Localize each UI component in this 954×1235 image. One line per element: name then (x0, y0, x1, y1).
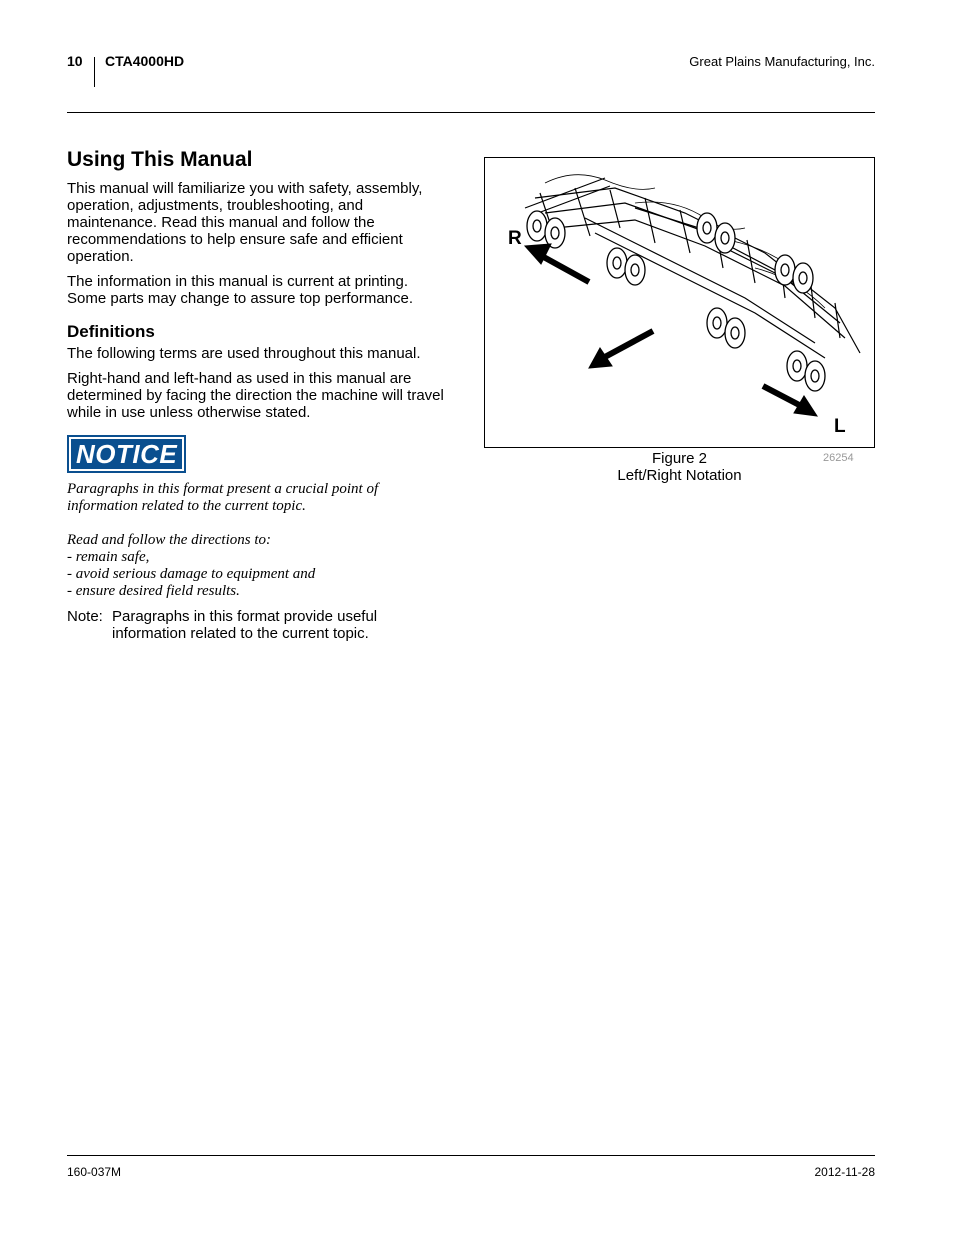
header-divider (94, 57, 95, 87)
intro-paragraph: This manual will familiarize you with safety, assembly, operation, adjustments, troubleshooting, and maintenance. Read this manual and follow the recommendations to help ensure safe and efficient operation. (67, 180, 423, 265)
figure-number: Figure 2 (651, 450, 708, 467)
currency-paragraph: The information in this manual is current at printing. Some parts may change to assure top performance. (67, 273, 414, 307)
note-text: Paragraphs in this format provide useful information related to the current topic. (112, 608, 378, 642)
notice-line: - remain safe, (67, 549, 150, 565)
notice-label: NOTICE (71, 439, 182, 469)
footer-rule (67, 1155, 875, 1156)
document-number: 160-037M (67, 1165, 122, 1179)
header-rule (67, 112, 875, 113)
notice-badge (67, 435, 186, 473)
figure-caption: Left/Right Notation (617, 467, 742, 484)
notice-line: - avoid serious damage to equipment and (67, 566, 316, 582)
main-column (67, 146, 447, 642)
page-number: 10 (67, 53, 83, 69)
notice-line: information related to the current topic. (67, 498, 306, 514)
company-name: Great Plains Manufacturing, Inc. (689, 54, 875, 69)
note-paragraph (67, 608, 447, 642)
machine-illustration (485, 158, 874, 447)
section-title: Using This Manual (67, 148, 253, 171)
notice-directions (67, 532, 447, 600)
figure-frame (484, 157, 875, 448)
note-label: Note: (67, 608, 103, 625)
notice-line: Paragraphs in this format present a crucial point of (67, 481, 379, 497)
notice-line: - ensure desired field results. (67, 583, 240, 599)
left-label: L (834, 416, 846, 437)
right-label: R (508, 228, 522, 249)
handedness-paragraph: Right-hand and left-hand as used in this manual are determined by facing the direction the machine will travel while in use unless otherwise stated. (67, 370, 444, 421)
definitions-paragraph: The following terms are used throughout this manual. (67, 345, 421, 362)
notice-text (67, 481, 447, 515)
revision-date: 2012-11-28 (814, 1165, 875, 1179)
definitions-title: Definitions (67, 322, 155, 341)
manual-model: CTA4000HD (105, 53, 185, 69)
notice-line: Read and follow the directions to: (67, 532, 272, 548)
figure-image-id: 26254 (823, 452, 854, 464)
right-arrow-shaft (540, 255, 589, 282)
